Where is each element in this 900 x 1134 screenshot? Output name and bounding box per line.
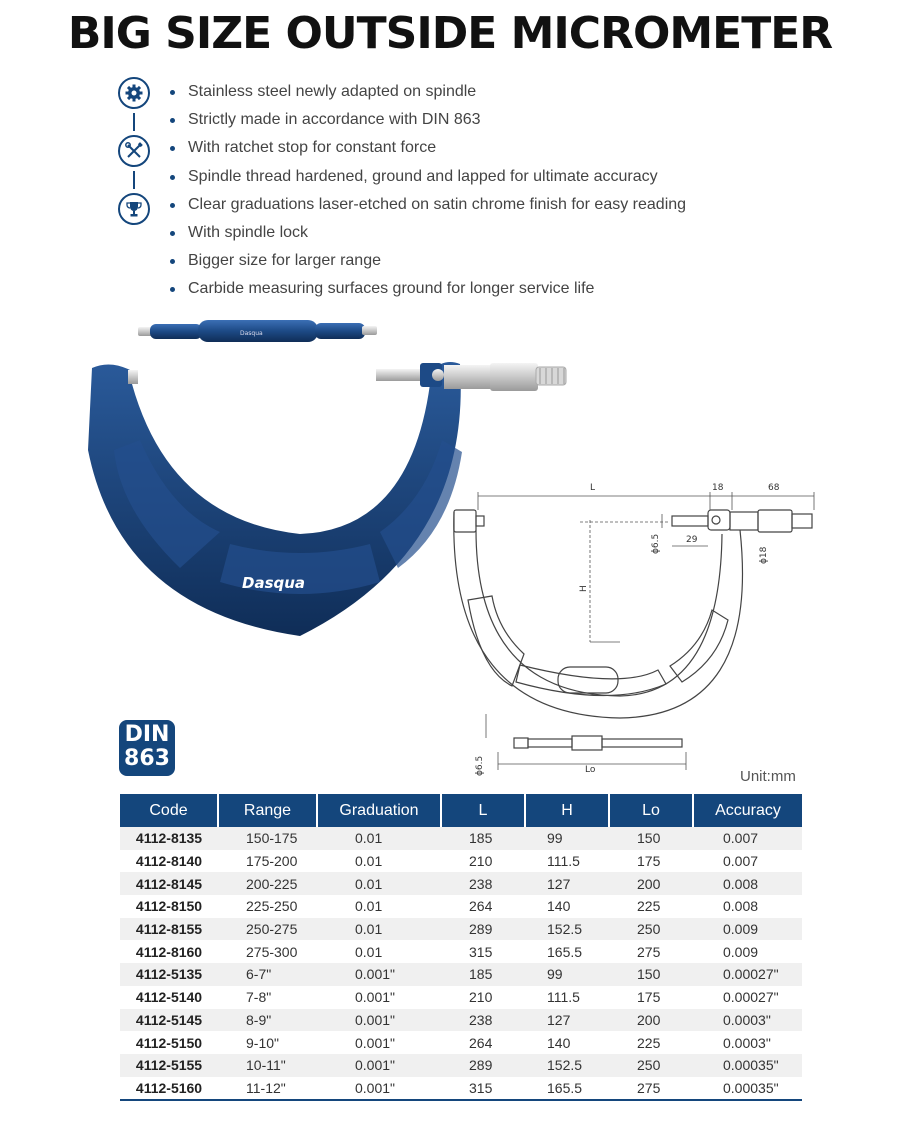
table-cell: 10-11" xyxy=(218,1054,317,1077)
table-cell: 150 xyxy=(609,963,693,986)
table-cell: 4112-8145 xyxy=(120,872,218,895)
table-cell: 150 xyxy=(609,827,693,850)
feature-item: Spindle thread hardened, ground and lapped for ultimate accuracy xyxy=(168,163,686,191)
table-cell: 4112-8155 xyxy=(120,918,218,941)
table-cell: 111.5 xyxy=(525,850,609,873)
feature-list xyxy=(168,78,686,304)
table-cell: 0.001" xyxy=(317,963,441,986)
page-title: BIG SIZE OUTSIDE MICROMETER xyxy=(67,8,833,59)
table-cell: 185 xyxy=(441,963,525,986)
table-row xyxy=(120,1031,802,1054)
dim-18: 18 xyxy=(712,483,724,493)
table-cell: 4112-5155 xyxy=(120,1054,218,1077)
table-cell: 8-9" xyxy=(218,1009,317,1032)
table-cell: 0.008 xyxy=(693,872,802,895)
table-cell: 0.01 xyxy=(317,895,441,918)
table-row xyxy=(120,1009,802,1032)
table-cell: 4112-5135 xyxy=(120,963,218,986)
table-cell: 0.00027" xyxy=(693,986,802,1009)
table-body xyxy=(120,827,802,1100)
table-cell: 11-12" xyxy=(218,1077,317,1101)
table-cell: 4112-5145 xyxy=(120,1009,218,1032)
icon-connector xyxy=(133,113,135,131)
din-badge-line2: 863 xyxy=(124,746,170,771)
feature-item: Bigger size for larger range xyxy=(168,247,686,275)
table-cell: 7-8" xyxy=(218,986,317,1009)
brand-logo: Dasqua xyxy=(242,574,306,592)
table-cell: 165.5 xyxy=(525,1077,609,1101)
table-cell: 150-175 xyxy=(218,827,317,850)
table-cell: 175-200 xyxy=(218,850,317,873)
table-cell: 225 xyxy=(609,895,693,918)
table-row xyxy=(120,940,802,963)
table-cell: 99 xyxy=(525,827,609,850)
feature-item: Strictly made in accordance with DIN 863 xyxy=(168,106,686,134)
table-row xyxy=(120,1077,802,1101)
table-cell: 0.001" xyxy=(317,986,441,1009)
table-cell: 4112-5150 xyxy=(120,1031,218,1054)
dim-68: 68 xyxy=(768,483,780,493)
table-cell: 0.001" xyxy=(317,1077,441,1101)
dim-Lo: Lo xyxy=(585,765,596,775)
dim-rod-phi-6-5: ϕ6.5 xyxy=(475,755,485,776)
table-cell: 4112-8160 xyxy=(120,940,218,963)
table-cell: 200-225 xyxy=(218,872,317,895)
table-cell: 0.001" xyxy=(317,1031,441,1054)
table-cell: 264 xyxy=(441,1031,525,1054)
table-cell: 275-300 xyxy=(218,940,317,963)
table-row xyxy=(120,986,802,1009)
table-cell: 0.009 xyxy=(693,918,802,941)
table-cell: 99 xyxy=(525,963,609,986)
feature-item: Carbide measuring surfaces ground for longer service life xyxy=(168,275,686,303)
trophy-icon xyxy=(118,193,150,225)
svg-text:Dasqua: Dasqua xyxy=(240,330,263,337)
din-badge xyxy=(119,720,175,776)
table-cell: 289 xyxy=(441,1054,525,1077)
table-header-row xyxy=(120,794,802,827)
dim-phi-6-5: ϕ6.5 xyxy=(651,533,661,554)
table-cell: 9-10" xyxy=(218,1031,317,1054)
table-cell: 225 xyxy=(609,1031,693,1054)
table-cell: 0.007 xyxy=(693,850,802,873)
col-header: Graduation xyxy=(317,794,441,827)
table-cell: 0.00035" xyxy=(693,1054,802,1077)
col-header: Range xyxy=(218,794,317,827)
table-cell: 0.00035" xyxy=(693,1077,802,1101)
setting-standard-rod xyxy=(138,320,377,342)
table-cell: 0.01 xyxy=(317,872,441,895)
table-cell: 250 xyxy=(609,1054,693,1077)
table-cell: 0.00027" xyxy=(693,963,802,986)
table-cell: 0.01 xyxy=(317,827,441,850)
table-cell: 4112-5140 xyxy=(120,986,218,1009)
table-row xyxy=(120,963,802,986)
table-cell: 4112-5160 xyxy=(120,1077,218,1101)
table-cell: 175 xyxy=(609,850,693,873)
table-cell: 0.01 xyxy=(317,850,441,873)
table-cell: 315 xyxy=(441,940,525,963)
table-cell: 152.5 xyxy=(525,1054,609,1077)
dimension-drawing xyxy=(440,470,820,780)
unit-label: Unit:mm xyxy=(740,768,796,785)
col-header: Lo xyxy=(609,794,693,827)
feature-icons xyxy=(116,77,152,225)
table-cell: 152.5 xyxy=(525,918,609,941)
table-cell: 250-275 xyxy=(218,918,317,941)
table-cell: 0.009 xyxy=(693,940,802,963)
table-cell: 250 xyxy=(609,918,693,941)
table-cell: 4112-8135 xyxy=(120,827,218,850)
tools-icon xyxy=(118,135,150,167)
table-cell: 264 xyxy=(441,895,525,918)
table-row xyxy=(120,827,802,850)
table-cell: 275 xyxy=(609,940,693,963)
table-cell: 6-7" xyxy=(218,963,317,986)
table-cell: 0.007 xyxy=(693,827,802,850)
table-cell: 0.0003" xyxy=(693,1031,802,1054)
table-cell: 238 xyxy=(441,1009,525,1032)
table-cell: 275 xyxy=(609,1077,693,1101)
col-header: Accuracy xyxy=(693,794,802,827)
table-cell: 140 xyxy=(525,1031,609,1054)
table-cell: 0.001" xyxy=(317,1054,441,1077)
table-cell: 210 xyxy=(441,850,525,873)
din-badge-line1: DIN xyxy=(124,722,170,747)
dim-H: H xyxy=(579,585,589,592)
table-cell: 210 xyxy=(441,986,525,1009)
feature-item: With spindle lock xyxy=(168,219,686,247)
table-cell: 225-250 xyxy=(218,895,317,918)
table-row xyxy=(120,918,802,941)
col-header: Code xyxy=(120,794,218,827)
table-cell: 0.01 xyxy=(317,918,441,941)
table-cell: 0.001" xyxy=(317,1009,441,1032)
gear-icon xyxy=(118,77,150,109)
dim-phi-18: ϕ18 xyxy=(759,546,769,564)
table-cell: 127 xyxy=(525,1009,609,1032)
table-cell: 238 xyxy=(441,872,525,895)
micrometer-frame xyxy=(88,362,462,636)
table-cell: 111.5 xyxy=(525,986,609,1009)
feature-item: With ratchet stop for constant force xyxy=(168,134,686,162)
table-row xyxy=(120,895,802,918)
table-cell: 0.008 xyxy=(693,895,802,918)
table-cell: 0.0003" xyxy=(693,1009,802,1032)
table-cell: 200 xyxy=(609,1009,693,1032)
table-row xyxy=(120,850,802,873)
table-row xyxy=(120,872,802,895)
table-cell: 165.5 xyxy=(525,940,609,963)
table-cell: 4112-8140 xyxy=(120,850,218,873)
table-cell: 289 xyxy=(441,918,525,941)
table-cell: 4112-8150 xyxy=(120,895,218,918)
table-cell: 185 xyxy=(441,827,525,850)
spec-table xyxy=(120,794,802,1101)
micrometer-head xyxy=(376,363,566,391)
table-cell: 127 xyxy=(525,872,609,895)
feature-item: Stainless steel newly adapted on spindle xyxy=(168,78,686,106)
col-header: H xyxy=(525,794,609,827)
icon-connector xyxy=(133,171,135,189)
table-cell: 200 xyxy=(609,872,693,895)
dim-29: 29 xyxy=(686,535,698,545)
table-row xyxy=(120,1054,802,1077)
col-header: L xyxy=(441,794,525,827)
table-cell: 0.01 xyxy=(317,940,441,963)
table-cell: 315 xyxy=(441,1077,525,1101)
feature-item: Clear graduations laser-etched on satin chrome finish for easy reading xyxy=(168,191,686,219)
dim-L: L xyxy=(590,483,596,493)
table-cell: 140 xyxy=(525,895,609,918)
table-cell: 175 xyxy=(609,986,693,1009)
